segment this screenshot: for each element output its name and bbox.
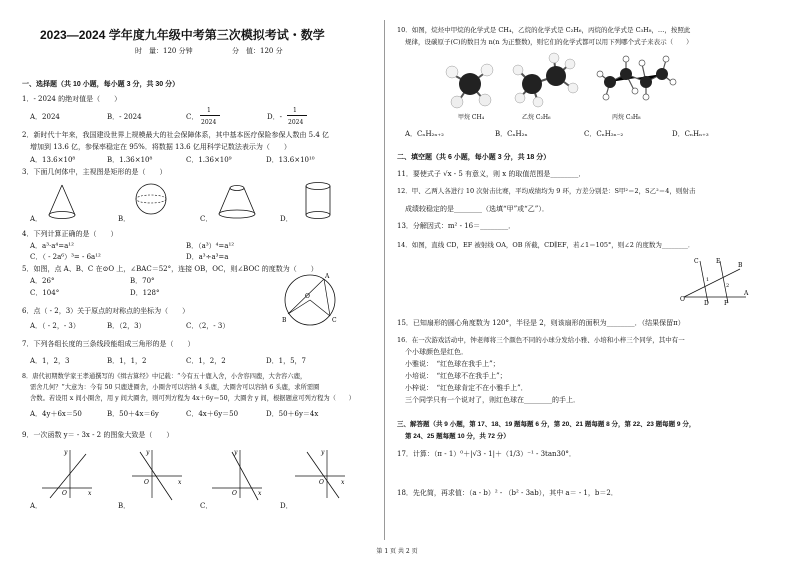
- q16-line-4: 小培说： “红色球不在我手上”；: [405, 372, 507, 380]
- q1-stem: 1．- 2024 的绝对值是（ ）: [22, 95, 122, 103]
- q5-option-a: A．26°: [30, 277, 55, 285]
- fig14-label-o: O: [680, 296, 685, 303]
- q8-option-c: C．4x＋6y＝50: [186, 410, 239, 418]
- graph-c-o: O: [232, 490, 237, 497]
- q2-option-a: A．13.6×10⁸: [30, 156, 76, 164]
- q16-line-6: 三个同学只有一个说对了，则红色球在________的手上．: [405, 396, 580, 404]
- q1-option-d-den: 2024: [288, 119, 304, 126]
- q3-stem: 3．下面几何体中，主视图是矩形的是（ ）: [22, 168, 167, 176]
- cylinder-shape: [302, 181, 336, 225]
- methane-label: 甲烷 CH₄: [458, 114, 485, 121]
- exam-score: 分 值：120 分: [232, 47, 283, 55]
- q1-option-b: B．- 2024: [107, 113, 142, 121]
- fig14-label-a: A: [744, 290, 749, 297]
- q5-option-b: B．70°: [130, 277, 155, 285]
- exam-time: 时 量：120 分钟: [135, 47, 193, 55]
- fig14-label-e: E: [716, 258, 721, 265]
- graph-b-y: y: [146, 449, 150, 456]
- frustum-shape: [215, 183, 259, 223]
- q2-line-2: 增加到 13.6 亿，参保率稳定在 95%．将数据 13.6 亿用科学记数法表示为（ ）: [30, 143, 291, 151]
- q8-line-1: 8．唐代初期数学家王孝通撰写的《缉古算经》中记载：“今有五十鹿入舍，小舍容四鹿，大舍容六鹿，: [22, 373, 307, 380]
- page-title: 2023—2024 学年度九年级中考第三次模拟考试・数学: [40, 28, 325, 42]
- q1-option-d-num: 1: [293, 107, 297, 114]
- ethane-label: 乙烷 C₂H₆: [522, 114, 551, 121]
- q13-text: 13．分解因式：m² - 16＝________．: [397, 222, 516, 230]
- circle-angle-figure: [280, 270, 344, 330]
- fig14-label-f: F: [724, 300, 729, 307]
- q1-option-c-den: 2024: [201, 119, 217, 126]
- q1-option-c: C．: [186, 113, 199, 121]
- q7-option-c: C．1，2，2: [186, 357, 226, 365]
- q10-line-2: 规律，设碳原子(C)的数目为 n(n 为正整数)，则它们的化学式都可以用下列哪个式子来表示（ ）: [405, 38, 693, 46]
- q10-option-a: A．CₙH₂ₙ₊₂: [405, 130, 444, 138]
- fig14-angle-2: 2: [726, 283, 730, 289]
- fig-label-o: O: [305, 293, 310, 300]
- q4-option-b: B．（a³）⁴=a¹²: [186, 242, 235, 250]
- q3-option-b: B．: [118, 215, 131, 223]
- graph-d: [295, 448, 347, 500]
- graph-c: [212, 448, 264, 500]
- fig-label-c: C: [332, 317, 337, 324]
- q16-line-5: 小梓说： “红色球肯定不在小雅手上”．: [405, 384, 528, 392]
- q6-option-b: B．（2，3）: [107, 322, 146, 330]
- q4-option-c: C．（ - 2a⁶）³= - 6a¹²: [30, 253, 101, 261]
- q9-option-d: D．: [280, 502, 293, 510]
- graph-b-x: x: [178, 479, 182, 486]
- q2-option-b: B．1.36×10⁸: [107, 156, 153, 164]
- q1-c-fraction-bar: [200, 115, 220, 116]
- fig-label-a: A: [325, 273, 330, 280]
- q10-line-1: 10．如图，烷烃中甲烷的化学式是 CH₄，乙烷的化学式是 C₂H₆，丙烷的化学式是 C₃H₈，…，按照此: [397, 26, 691, 34]
- q4-option-d: D．a³÷a³=a: [186, 253, 229, 261]
- q1-d-fraction-bar: [287, 115, 307, 116]
- fig-label-b: B: [282, 317, 287, 324]
- q7-option-b: B．1，1，2: [107, 357, 147, 365]
- ethane-molecule: [510, 52, 580, 112]
- q11-text: 11．要使式子 √x - 5 有意义，则 x 的取值范围是________．: [397, 170, 586, 178]
- q16-line-2: 个小球颜色是红色．: [405, 348, 468, 356]
- graph-d-y: y: [321, 449, 325, 456]
- methane-molecule: [440, 52, 500, 112]
- q7-option-a: A．1，2，3: [30, 357, 70, 365]
- q8-option-d: D．50＋6y＝4x: [266, 410, 319, 418]
- q15-text: 15．已知扇形的圆心角度数为 120°，半径是 2，则该扇形的面积为________．（结果保留π）: [397, 319, 685, 327]
- q2-option-d: D．13.6×10¹⁰: [266, 156, 315, 164]
- graph-d-x: x: [341, 479, 345, 486]
- graph-a-x: x: [88, 490, 92, 497]
- section-solve-heading-1: 三、解答题（共 9 小题，第 17、18、19 题每题 6 分，第 20、21 题每题 8 分，第 22、23 题每题 9 分，: [397, 421, 696, 428]
- section-fill-heading: 二、填空题（共 6 小题，每小题 3 分，共 18 分）: [397, 154, 551, 161]
- propane-label: 丙烷 C₃H₈: [612, 114, 641, 121]
- fig14-angle-1: 1: [706, 277, 710, 283]
- section-solve-heading-2: 第 24、25 题每题 10 分，共 72 分）: [405, 433, 510, 440]
- graph-a-o: O: [62, 490, 67, 497]
- q14-text: 14．如图，直线 CD，EF 被射线 OA，OB 所截，CD∥EF，若∠1＝105°，则∠2 的度数为________．: [397, 241, 695, 249]
- q2-option-c: C．1.36×10⁹: [186, 156, 232, 164]
- q10-option-c: C．CₙH₂ₙ₋₂: [584, 130, 624, 138]
- q7-stem: 7．下列各组长度的三条线段能组成三角形的是（ ）: [22, 340, 195, 348]
- q12-line-1: 12．甲、乙两人各进行 10 次射击比赛，平均成绩均为 9 环，方差分别是：S甲²＝2，S乙²＝4，则射击: [397, 187, 696, 195]
- q4-option-a: A．a³·a⁴=a¹²: [30, 242, 74, 250]
- q9-option-b: B．: [118, 502, 131, 510]
- q9-option-a: A．: [30, 502, 43, 510]
- q5-option-d: D．128°: [130, 289, 160, 297]
- q10-option-d: D．CₙHₙ₊₃: [672, 130, 709, 138]
- q9-option-c: C．: [200, 502, 213, 510]
- q6-option-a: A．（ - 2，- 3）: [30, 322, 80, 330]
- graph-a-y: y: [64, 449, 68, 456]
- graph-a: [42, 448, 94, 500]
- parallel-lines-figure: [680, 255, 750, 305]
- page-footer: 第 1 页 共 2 页: [376, 548, 418, 555]
- column-divider: [384, 20, 385, 540]
- q4-stem: 4．下列计算正确的是（ ）: [22, 230, 118, 238]
- q12-line-2: 成绩较稳定的是________（选填“甲”或“乙”）．: [405, 205, 549, 213]
- q1-option-a: A．2024: [30, 113, 60, 121]
- q8-option-b: B．50＋4x＝6y: [107, 410, 159, 418]
- sphere-shape: [133, 181, 169, 221]
- propane-molecule: [596, 52, 676, 112]
- q3-option-d: D．: [280, 215, 293, 223]
- graph-c-x: x: [258, 490, 262, 497]
- graph-b: [132, 448, 184, 500]
- q18-text: 18．先化简，再求值：（a - b）² - （b² - 3ab），其中 a＝ - 1，b＝2．: [397, 489, 618, 497]
- graph-b-o: O: [144, 479, 149, 486]
- q16-line-1: 16．在一次游戏活动中，钟老师将三个颜色不同的小球分发给小雅、小培和小梓三个同学，其中有一: [397, 336, 685, 344]
- q17-text: 17．计算：（π - 1）⁰＋|√3 - 1|＋（1/3）⁻¹ - 3tan30°．: [397, 450, 576, 458]
- q2-line-1: 2．新时代十年来，我国建设世界上规模最大的社会保障体系，其中基本医疗保险参保人数由 5.4 亿: [22, 131, 330, 139]
- fig14-label-d: D: [704, 300, 709, 307]
- q5-option-c: C．104°: [30, 289, 60, 297]
- q7-option-d: D．1，5，7: [266, 357, 306, 365]
- q10-option-b: B．CₙH₂ₙ: [495, 130, 528, 138]
- fig14-label-c: C: [694, 258, 699, 265]
- q5-stem: 5．如图，点 A、B、C 在⊙O 上，∠BAC＝52°，连接 OB，OC，则∠BOC 的度数为（ ）: [22, 265, 318, 273]
- q6-option-c: C．（2，- 3）: [186, 322, 230, 330]
- q8-line-3: 舍数。若设用 x 间小圈舍，用 y 间大圈舍，则可列方程为 4x＋6y＝50，大圈舍 y 间，根据题意可列方程为（ ）: [30, 395, 355, 402]
- q16-line-3: 小雅说： “红色球在我手上”；: [405, 360, 500, 368]
- graph-d-o: O: [319, 479, 324, 486]
- graph-c-y: y: [234, 449, 238, 456]
- cone-shape: [45, 183, 79, 223]
- q3-option-a: A．: [30, 215, 43, 223]
- q8-line-2: 需舍几何？”大意为：今有 50 只鹿进圈舍，小圈舍可以容纳 4 头鹿，大圈舍可以容纳 6 头鹿，求所需圈: [30, 384, 320, 391]
- q1-option-c-num: 1: [207, 107, 211, 114]
- q6-stem: 6．点（ - 2，3）关于原点的对称点的坐标为（ ）: [22, 307, 190, 315]
- q1-option-d: D．-: [267, 113, 282, 121]
- q8-option-a: A．4y＋6x＝50: [30, 410, 82, 418]
- q9-stem: 9．一次函数 y＝ - 3x - 2 的图象大致是（ ）: [22, 431, 174, 439]
- fig14-label-b: B: [738, 262, 743, 269]
- q3-option-c: C．: [200, 215, 213, 223]
- section-choice-heading: 一、选择题（共 10 小题，每小题 3 分，共 30 分）: [22, 81, 180, 88]
